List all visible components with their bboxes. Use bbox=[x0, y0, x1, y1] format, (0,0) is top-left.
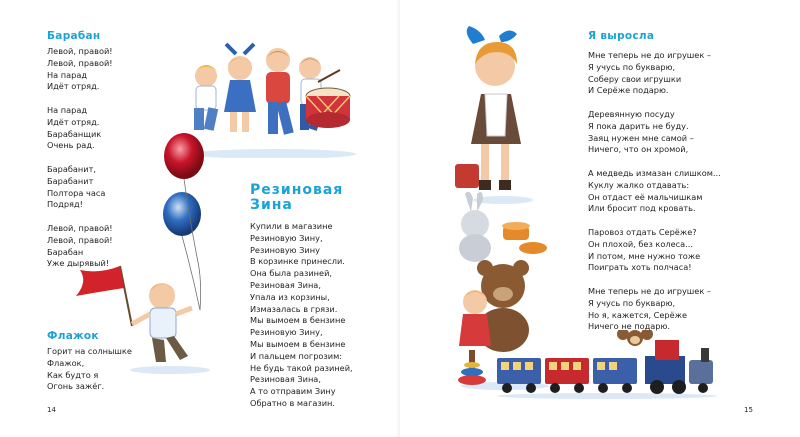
poem-line: Деревянную посуду bbox=[588, 108, 675, 119]
poem-line: Барабан bbox=[47, 246, 84, 257]
stanza-gap bbox=[588, 97, 721, 109]
poem-line: Не будь такой разиней, bbox=[250, 362, 353, 373]
poem-line: Идёт отряд. bbox=[47, 116, 100, 127]
poem-line: Левой, правой! bbox=[47, 57, 113, 68]
poem-title-line: Резиновая bbox=[250, 182, 344, 198]
stanza-gap bbox=[588, 215, 721, 227]
poem-line: Огонь зажёг. bbox=[47, 381, 105, 392]
poem-ya-vyrosla bbox=[588, 50, 721, 333]
stanza-gap bbox=[588, 156, 721, 168]
poem-line: И пальцем погрозим: bbox=[250, 350, 343, 361]
poem-line: В корзинке принесли. bbox=[250, 256, 345, 267]
poem-line: Я пока дарить не буду. bbox=[588, 120, 689, 131]
schoolgirl-icon bbox=[455, 24, 550, 204]
poem-line: Или бросит под кровать. bbox=[588, 203, 696, 214]
poem-line: Мне теперь не до игрушек – bbox=[588, 50, 711, 60]
toy-train-icon bbox=[495, 330, 720, 400]
poem-line: Левой, правой! bbox=[47, 222, 113, 233]
poem-line: Измазалась в грязи. bbox=[250, 303, 338, 314]
poem-line: Резиновую Зину bbox=[250, 244, 320, 255]
right-page bbox=[400, 0, 800, 437]
poem-line: Горит на солнышке bbox=[47, 346, 132, 356]
poem-line: Обратно в магазин. bbox=[250, 397, 336, 408]
poem-line: Заяц нужен мне самой – bbox=[588, 132, 694, 143]
poem-line: Она была разиней, bbox=[250, 268, 332, 279]
poem-baraban bbox=[47, 46, 113, 270]
poem-line: Купили в магазине bbox=[250, 221, 333, 231]
poem-line: Куклу жалко отдавать: bbox=[588, 179, 690, 190]
poem-line: Очень рад. bbox=[47, 140, 95, 151]
poem-line: Барабанщик bbox=[47, 128, 102, 139]
poem-line: И Серёже подарю. bbox=[588, 85, 669, 96]
poem-line: На парад bbox=[47, 69, 88, 80]
poem-line: Упала из корзины, bbox=[250, 291, 330, 302]
poem-line: Он плохой, без колеса... bbox=[588, 238, 693, 249]
poem-title-flazhok: Флажок bbox=[47, 330, 99, 342]
stanza-gap bbox=[47, 211, 113, 223]
poem-line: Левой, правой! bbox=[47, 234, 113, 245]
poem-line: Ничего не подарю. bbox=[588, 321, 670, 332]
poem-line: На парад bbox=[47, 104, 88, 115]
poem-line: Барабанит bbox=[47, 175, 94, 186]
poem-line: А то отправим Зину bbox=[250, 386, 336, 397]
poem-line: Резиновая Зина, bbox=[250, 374, 321, 385]
poem-line: А медведь измазан слишком... bbox=[588, 167, 721, 178]
poem-title-baraban: Барабан bbox=[47, 30, 101, 42]
poem-line: Мы вымоем в бензине bbox=[250, 338, 346, 349]
poem-title-ya-vyrosla: Я выросла bbox=[588, 30, 655, 42]
poem-line: Флажок, bbox=[47, 357, 85, 368]
poem-line: Резиновую Зину, bbox=[250, 327, 323, 338]
poem-line: Идёт отряд. bbox=[47, 81, 100, 92]
poem-line: Левой, правой! bbox=[47, 46, 113, 56]
poem-title-line: Зина bbox=[250, 197, 293, 213]
page-number-right: 15 bbox=[744, 406, 753, 414]
poem-line: Я учусь по букварю, bbox=[588, 297, 676, 308]
poem-line: Паровоз отдать Серёже? bbox=[588, 226, 697, 237]
poem-line: Резиновую Зину, bbox=[250, 232, 323, 243]
poem-rezinovaya-zina bbox=[250, 221, 353, 410]
poem-line: Соберу свои игрушки bbox=[588, 73, 682, 84]
stanza-gap bbox=[47, 93, 113, 105]
poem-line: И потом, мне нужно тоже bbox=[588, 250, 701, 261]
poem-line: Поиграть хоть полчаса! bbox=[588, 262, 692, 273]
poem-line: Полтора часа bbox=[47, 187, 106, 198]
poem-line: Он отдаст её мальчишкам bbox=[588, 191, 703, 202]
poem-title-rezinovaya-zina bbox=[250, 183, 343, 213]
poem-line: Мне теперь не до игрушек – bbox=[588, 285, 711, 296]
poem-line: Я учусь по букварю, bbox=[588, 61, 676, 72]
poem-line: Уже дырявый! bbox=[47, 258, 110, 269]
page-number-left: 14 bbox=[47, 406, 56, 414]
poem-line: Подряд! bbox=[47, 199, 83, 210]
poem-line: Ничего, что он хромой, bbox=[588, 144, 689, 155]
flag-boy-icon bbox=[70, 262, 220, 374]
poem-line: Барабанит, bbox=[47, 163, 96, 174]
poem-line: Как будто я bbox=[47, 369, 99, 380]
stanza-gap bbox=[47, 152, 113, 164]
stanza-gap bbox=[588, 274, 721, 286]
poem-line: Но я, кажется, Серёже bbox=[588, 309, 688, 320]
poem-line: Мы вымоем в бензине bbox=[250, 315, 346, 326]
poem-line: Резиновая Зина, bbox=[250, 279, 321, 290]
